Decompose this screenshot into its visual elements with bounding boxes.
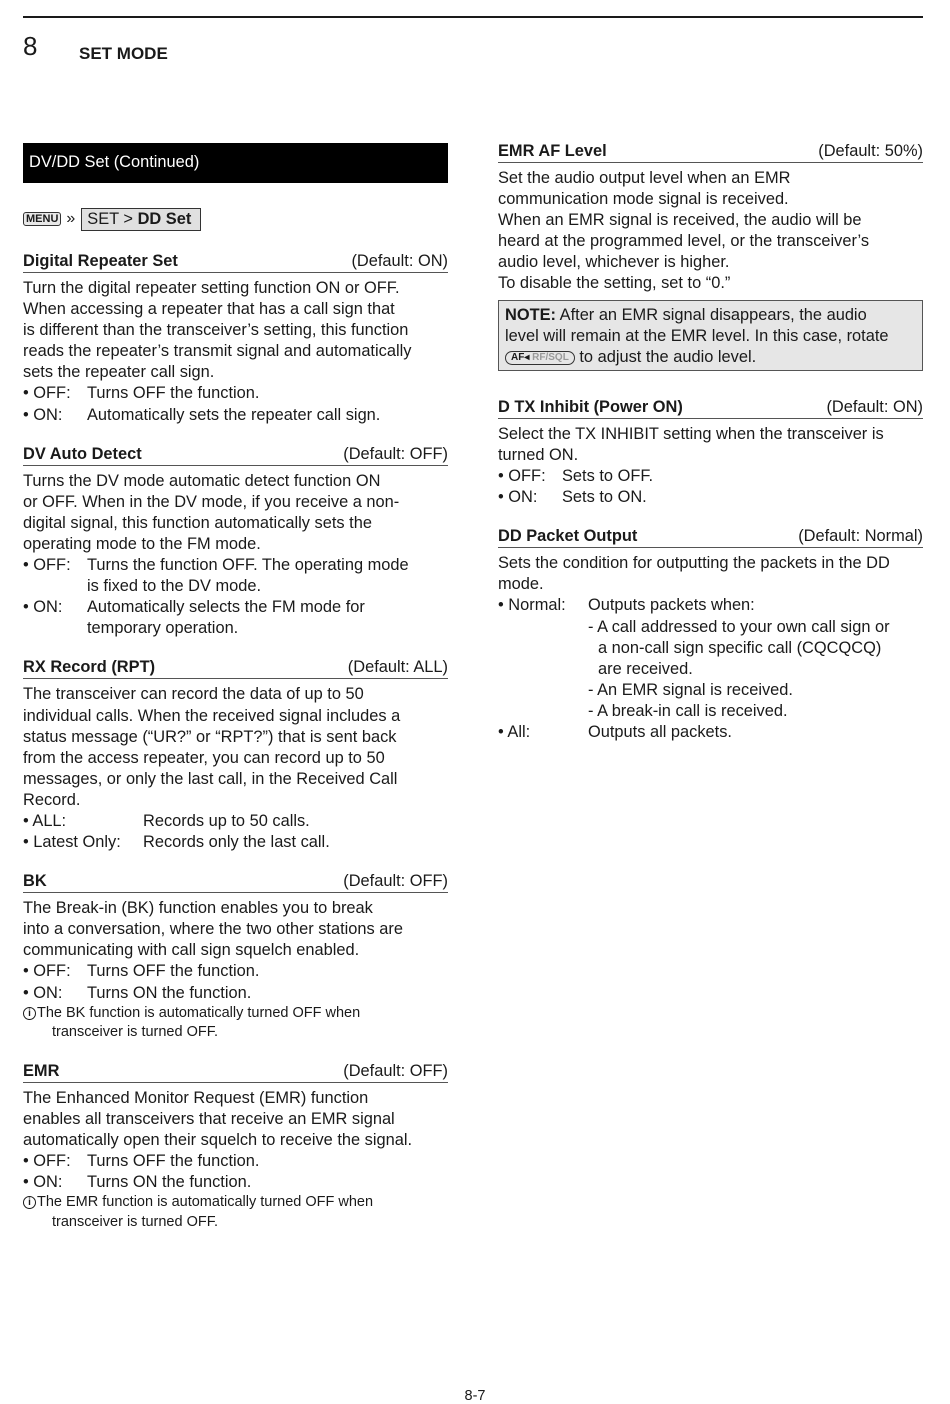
- chapter-number: 8: [23, 31, 38, 61]
- right-column: [498, 141, 923, 743]
- bullet-text: Turns OFF the function.: [87, 962, 260, 981]
- bullet-label: • ALL:: [23, 811, 67, 830]
- bullet-label: • Latest Only:: [23, 833, 121, 852]
- bullet-on: [23, 597, 448, 618]
- bullet-label: • OFF:: [498, 467, 546, 486]
- info-note: [23, 1193, 448, 1232]
- section-title: DD Packet Output: [498, 527, 638, 546]
- path-set: SET >: [87, 209, 138, 228]
- menu-path: [23, 207, 448, 231]
- bullet-label: • ON:: [23, 1173, 63, 1191]
- section-default: (Default: OFF): [343, 1061, 448, 1080]
- path-box: [81, 208, 201, 231]
- note-label: NOTE:: [505, 305, 556, 324]
- section-d-tx-inhibit: [498, 397, 923, 508]
- section-default: (Default: OFF): [343, 872, 448, 891]
- bullet-off: [23, 961, 448, 982]
- body-line: Turn the digital repeater setting function ON or OFF.: [23, 279, 400, 297]
- section-heading: [23, 871, 448, 893]
- section-heading: [498, 397, 923, 419]
- section-banner: DV/DD Set (Continued): [23, 143, 448, 183]
- sub-item-continuation: a non-call sign specific call (CQCQCQ): [598, 638, 882, 657]
- section-heading: [23, 1061, 448, 1083]
- body-line: from the access repeater, you can record up to 50: [23, 748, 385, 767]
- chapter-title: SET MODE: [79, 44, 168, 63]
- body-line: Turns the DV mode automatic detect function ON: [23, 471, 381, 490]
- left-column: [23, 143, 448, 1232]
- bullet-off: [498, 466, 923, 487]
- bullet-label: • ON:: [23, 983, 63, 1002]
- info-line: transceiver is turned OFF.: [52, 1024, 218, 1041]
- body-line: operating mode to the FM mode.: [23, 534, 261, 553]
- section-default: (Default: ALL): [347, 658, 448, 677]
- section-heading: [23, 657, 448, 679]
- menu-key-icon: MENU: [23, 212, 61, 226]
- page-number: 8-7: [464, 1388, 486, 1404]
- body-line: When accessing a repeater that has a call sign that: [23, 300, 395, 319]
- body-line: mode.: [498, 575, 544, 594]
- note-line: [505, 305, 917, 326]
- sub-item: - A call addressed to your own call sign or: [588, 617, 890, 636]
- bullet-label: • All:: [498, 722, 531, 741]
- section-dd-packet-output: [498, 526, 923, 743]
- body-line: To disable the setting, set to “0.”: [498, 274, 731, 293]
- bullet-text: Automatically sets the repeater call sign.: [87, 405, 381, 424]
- bullet-text: Records up to 50 calls.: [143, 811, 310, 830]
- body-line: The Enhanced Monitor Request (EMR) function: [23, 1088, 369, 1107]
- info-text: [37, 1004, 360, 1043]
- info-line: The EMR function is automatically turned OFF when: [37, 1194, 374, 1211]
- bullet-continuation: temporary operation.: [87, 619, 239, 638]
- bullet-off: [23, 1151, 448, 1172]
- body-line: The Break-in (BK) function enables you to break: [23, 899, 373, 918]
- bullet-text: Records only the last call.: [143, 833, 330, 852]
- body-line: When an EMR signal is received, the audio will be: [498, 211, 862, 230]
- section-heading: [498, 141, 923, 163]
- bullet-label: • ON:: [23, 405, 63, 424]
- bullet-label: • OFF:: [23, 384, 71, 403]
- body-line: is different than the transceiver’s setting, this function: [23, 321, 409, 340]
- bullet-text: Turns OFF the function.: [87, 384, 260, 403]
- note-text: to adjust the audio level.: [574, 347, 757, 366]
- bullet-off: [23, 555, 448, 576]
- section-title: BK: [23, 872, 47, 891]
- bullet-latest-only: [23, 832, 448, 853]
- section-default: (Default: ON): [826, 397, 923, 416]
- bullet-label: • OFF:: [23, 962, 71, 981]
- sub-item: - An EMR signal is received.: [588, 680, 793, 699]
- section-title: RX Record (RPT): [23, 658, 156, 677]
- sub-item: - A break-in call is received.: [588, 701, 788, 720]
- section-title: D TX Inhibit (Power ON): [498, 397, 683, 416]
- body-line: Set the audio output level when an EMR: [498, 169, 791, 187]
- body-line: communicating with call sign squelch enabled.: [23, 941, 360, 960]
- section-emr-af-level: [498, 141, 923, 371]
- body-line: or OFF. When in the DV mode, if you receive a non-: [23, 492, 400, 511]
- rf-sql-key-label: RF/SQL: [532, 351, 569, 363]
- body-line: reads the repeater’s transmit signal and automatically: [23, 342, 412, 361]
- bullet-on: [23, 983, 448, 1004]
- section-heading: [23, 444, 448, 466]
- bullet-label: • ON:: [498, 488, 538, 507]
- bullet-label: • OFF:: [23, 556, 71, 575]
- bullet-text: Turns the function OFF. The operating mode: [87, 556, 409, 575]
- body-line: enables all transceivers that receive an EMR signal: [23, 1109, 395, 1128]
- info-icon: i: [23, 1007, 36, 1020]
- body-line: Record.: [23, 790, 81, 809]
- note-box: [498, 300, 923, 371]
- body-line: The transceiver can record the data of up to 50: [23, 685, 364, 704]
- bullet-text: Turns ON the function.: [87, 983, 252, 1002]
- body-line: turned ON.: [498, 445, 579, 464]
- body-line: Sets the condition for outputting the packets in the DD: [498, 554, 890, 573]
- body-line: automatically open their squelch to receive the signal.: [23, 1130, 413, 1149]
- body-line: heard at the programmed level, or the transceiver’s: [498, 232, 870, 251]
- body-line: digital signal, this function automatically sets the: [23, 513, 372, 532]
- section-title: EMR: [23, 1061, 60, 1080]
- info-line: transceiver is turned OFF.: [52, 1213, 218, 1230]
- bullet-continuation: is fixed to the DV mode.: [87, 577, 262, 596]
- body-line: sets the repeater call sign.: [23, 363, 215, 382]
- bullet-text: Outputs all packets.: [588, 722, 732, 741]
- bullet-label: • ON:: [23, 598, 63, 617]
- path-dd-set: DD Set: [137, 209, 192, 228]
- header-rule: [23, 16, 923, 18]
- bullet-label: • Normal:: [498, 596, 566, 615]
- path-separator: »: [66, 210, 76, 228]
- af-key-label: AF◂: [511, 351, 530, 363]
- bullet-text: Turns ON the function.: [87, 1173, 252, 1191]
- bullet-text: Turns OFF the function.: [87, 1151, 260, 1170]
- section-title: DV Auto Detect: [23, 444, 142, 463]
- body-line: Select the TX INHIBIT setting when the transceiver is: [498, 424, 884, 443]
- body-line: communication mode signal is received.: [498, 190, 789, 209]
- af-knob-icon: [505, 351, 575, 365]
- section-default: (Default: 50%): [818, 142, 923, 160]
- bullet-text: Outputs packets when:: [588, 596, 755, 615]
- note-line: level will remain at the EMR level. In this case, rotate: [505, 326, 889, 345]
- section-rx-record: [23, 657, 448, 853]
- bullet-normal: [498, 595, 923, 616]
- section-emr: [23, 1061, 448, 1232]
- section-bk: [23, 871, 448, 1042]
- info-icon: i: [23, 1196, 36, 1209]
- section-heading: [498, 526, 923, 548]
- bullet-text: Automatically selects the FM mode for: [87, 598, 365, 617]
- bullet-on: [498, 487, 923, 508]
- bullet-text: Sets to OFF.: [562, 467, 654, 486]
- bullet-label: • OFF:: [23, 1151, 71, 1170]
- body-line: audio level, whichever is higher.: [498, 253, 730, 272]
- body-line: status message (“UR?” or “RPT?”) that is sent back: [23, 727, 397, 746]
- note-line: [505, 347, 917, 368]
- body-line: messages, or only the last call, in the Received Call: [23, 769, 398, 788]
- section-heading: [23, 251, 448, 273]
- section-default: (Default: ON): [351, 252, 448, 270]
- section-default: (Default: Normal): [798, 527, 923, 546]
- info-text: [37, 1193, 373, 1232]
- section-default: (Default: OFF): [343, 444, 448, 463]
- section-title: EMR AF Level: [498, 142, 607, 160]
- section-dv-auto-detect: [23, 444, 448, 640]
- bullet-text: Sets to ON.: [562, 488, 647, 507]
- bullet-on: [23, 405, 448, 426]
- body-line: individual calls. When the received signal includes a: [23, 706, 401, 725]
- sub-item-continuation: are received.: [598, 659, 693, 678]
- bullet-off: [23, 383, 448, 404]
- note-text: After an EMR signal disappears, the audio: [556, 305, 867, 324]
- bullet-on: [23, 1172, 448, 1193]
- bullet-all: [23, 811, 448, 832]
- info-note: [23, 1004, 448, 1043]
- section-digital-repeater-set: [23, 251, 448, 426]
- section-title: Digital Repeater Set: [23, 252, 178, 270]
- body-line: into a conversation, where the two other stations are: [23, 920, 403, 939]
- info-line: The BK function is automatically turned OFF when: [37, 1004, 361, 1021]
- bullet-all: [498, 722, 923, 743]
